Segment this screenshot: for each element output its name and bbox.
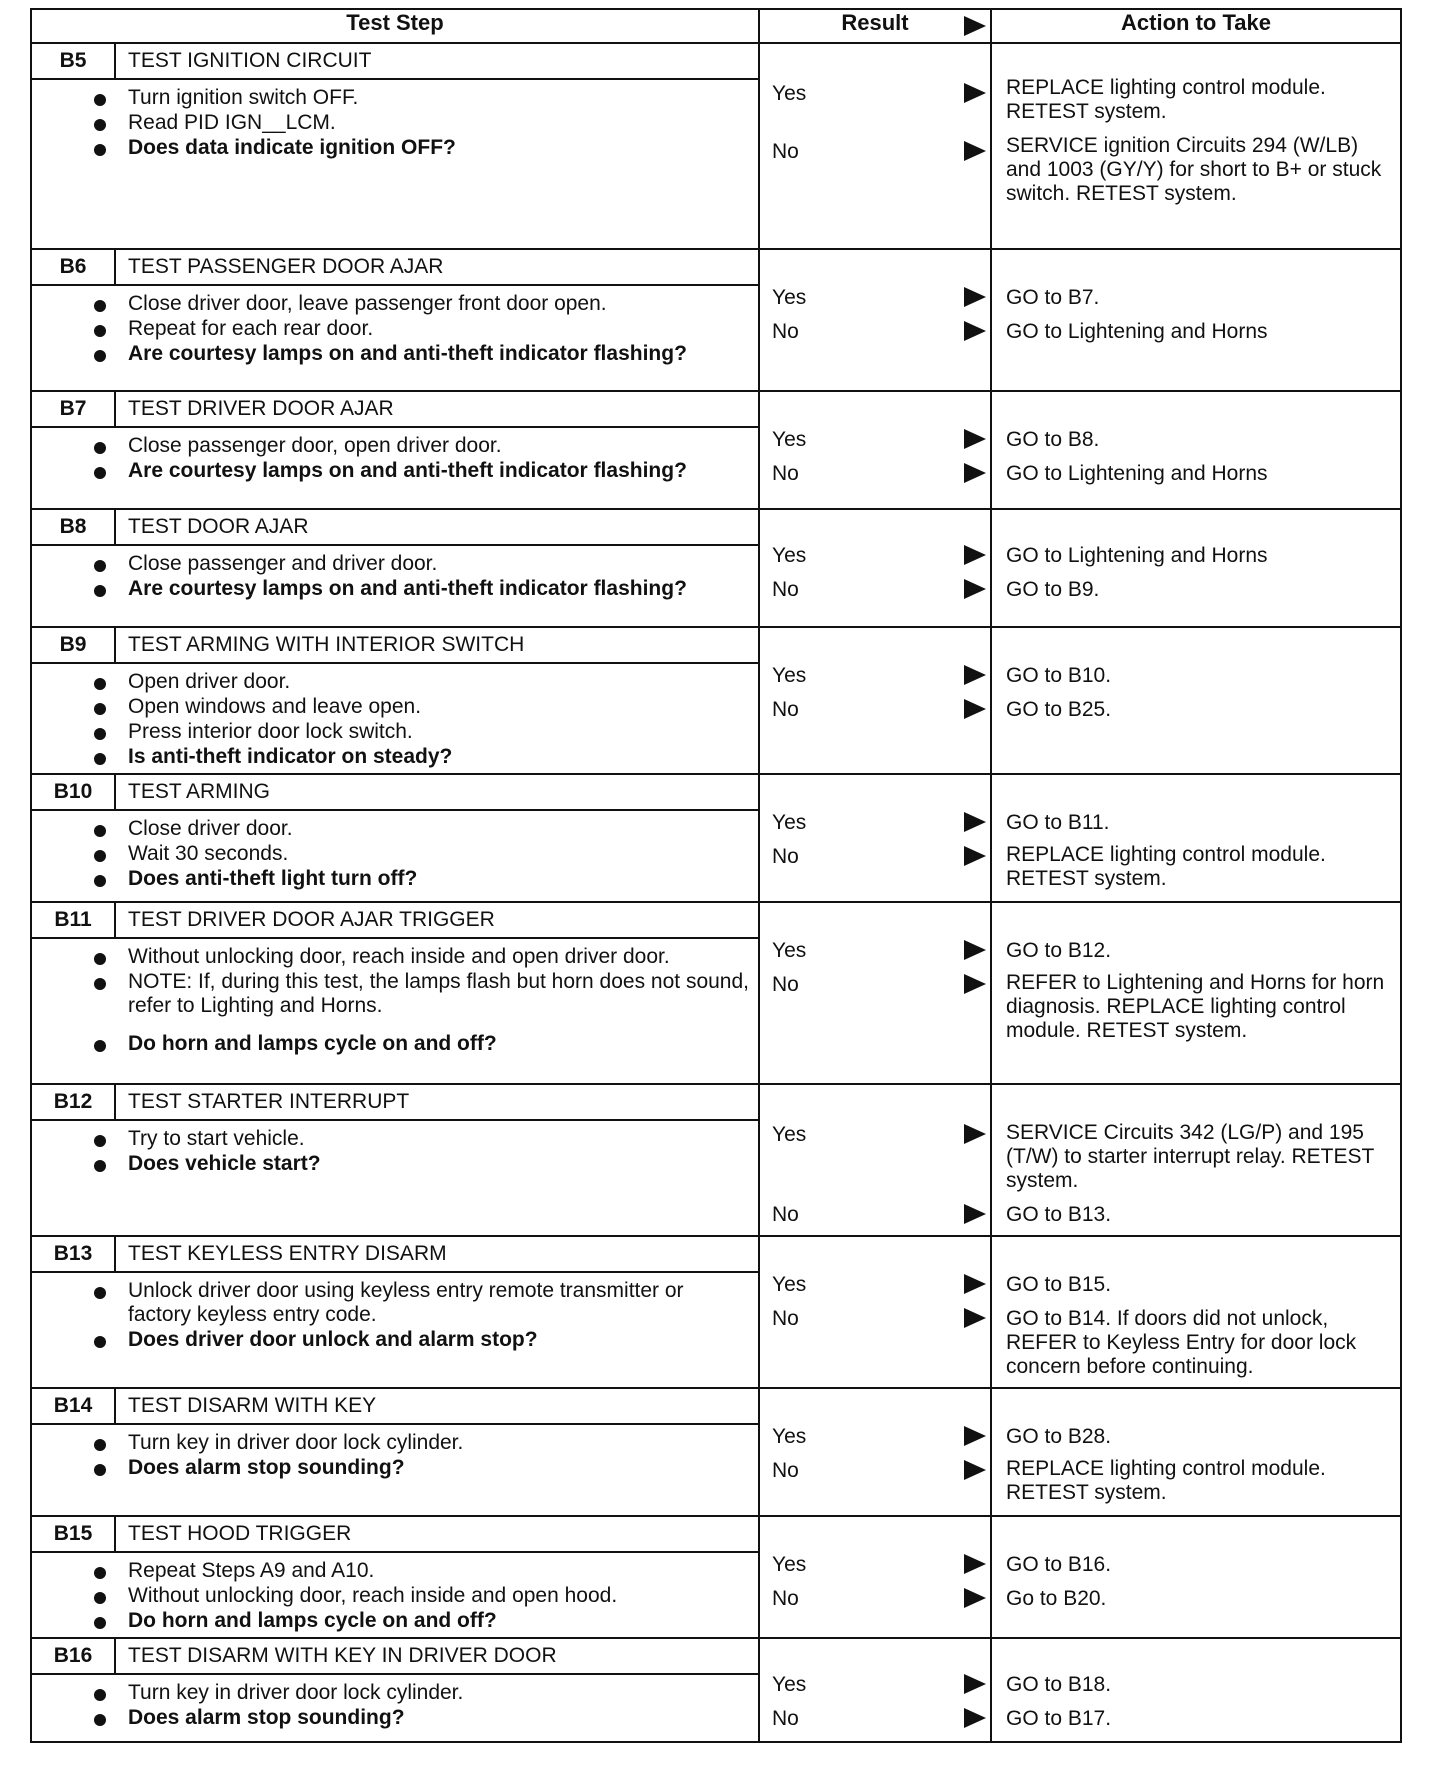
action-text: GO to B16. bbox=[1006, 1553, 1112, 1576]
bullet-text: Close passenger door, open driver door. bbox=[128, 434, 502, 457]
bullet-text: Close passenger and driver door. bbox=[128, 552, 438, 575]
bullet-text: Are courtesy lamps on and anti-theft indicator flashing? bbox=[128, 577, 687, 600]
arrow-right-icon bbox=[964, 1674, 986, 1694]
step-instruction bbox=[128, 1127, 758, 1151]
step-title: TEST DISARM WITH KEY bbox=[128, 1394, 377, 1417]
action-cell bbox=[991, 774, 1401, 902]
arrow-right-icon bbox=[964, 812, 986, 832]
arrow-right-icon bbox=[964, 429, 986, 449]
step-bullets bbox=[32, 945, 758, 1056]
test-step-row bbox=[31, 391, 1401, 509]
header-result bbox=[759, 9, 991, 43]
bullet-icon bbox=[94, 94, 106, 106]
bullet-icon bbox=[94, 825, 106, 837]
bullet-text: Turn ignition switch OFF. bbox=[128, 86, 359, 109]
bullet-text: Does data indicate ignition OFF? bbox=[128, 136, 456, 159]
bullet-text: Do horn and lamps cycle on and off? bbox=[128, 1032, 497, 1055]
result-cell bbox=[759, 1516, 991, 1638]
bullet-icon bbox=[94, 442, 106, 454]
arrow-right-icon bbox=[964, 83, 986, 103]
arrow-right-icon bbox=[964, 846, 986, 866]
bullet-icon bbox=[94, 144, 106, 156]
table-header-row bbox=[31, 9, 1401, 43]
step-id: B13 bbox=[32, 1237, 116, 1271]
step-instruction bbox=[128, 945, 758, 969]
action-cell bbox=[991, 1236, 1401, 1388]
bullet-text: Open windows and leave open. bbox=[128, 695, 422, 718]
step-instruction bbox=[128, 695, 758, 719]
step-header bbox=[32, 1389, 758, 1425]
step-instruction bbox=[128, 842, 758, 866]
bullet-icon bbox=[94, 1040, 106, 1052]
arrow-right-icon bbox=[964, 1204, 986, 1224]
bullet-icon bbox=[94, 1287, 106, 1299]
step-title: TEST DRIVER DOOR AJAR TRIGGER bbox=[128, 908, 495, 931]
header-action: Action to Take bbox=[991, 9, 1401, 43]
action-text: GO to B10. bbox=[1006, 664, 1112, 687]
step-question bbox=[128, 1032, 758, 1056]
arrow-right-icon bbox=[964, 321, 986, 341]
bullet-icon bbox=[94, 560, 106, 572]
action-cell bbox=[991, 1388, 1401, 1516]
step-instruction bbox=[128, 111, 758, 135]
bullet-icon bbox=[94, 1439, 106, 1451]
result-label: No bbox=[772, 845, 799, 868]
result-label: No bbox=[772, 578, 799, 601]
action-text: GO to B13. bbox=[1006, 1203, 1112, 1226]
bullet-text: Turn key in driver door lock cylinder. bbox=[128, 1431, 464, 1454]
step-instruction bbox=[128, 1681, 758, 1705]
bullet-text: Repeat for each rear door. bbox=[128, 317, 374, 340]
action-text: SERVICE Circuits 342 (LG/P) and 195 (T/W) to starter interrupt relay. RETEST system. bbox=[1006, 1121, 1374, 1192]
bullet-text: Does anti-theft light turn off? bbox=[128, 867, 418, 890]
result-label: No bbox=[772, 1587, 799, 1610]
bullet-icon bbox=[94, 1567, 106, 1579]
bullet-icon bbox=[94, 1464, 106, 1476]
step-cell bbox=[31, 1084, 759, 1236]
step-header bbox=[32, 1639, 758, 1675]
step-id: B14 bbox=[32, 1389, 116, 1423]
result-label: Yes bbox=[772, 82, 807, 105]
bullet-text: Repeat Steps A9 and A10. bbox=[128, 1559, 375, 1582]
action-text: REPLACE lighting control module. RETEST system. bbox=[1006, 76, 1326, 123]
result-cell bbox=[759, 391, 991, 509]
step-id: B8 bbox=[32, 510, 116, 544]
header-test-step: Test Step bbox=[31, 9, 759, 43]
diagnostic-sheet bbox=[30, 8, 1400, 1743]
bullet-icon bbox=[94, 1617, 106, 1629]
bullet-icon bbox=[94, 325, 106, 337]
step-cell bbox=[31, 1388, 759, 1516]
step-id: B10 bbox=[32, 775, 116, 809]
step-header bbox=[32, 775, 758, 811]
step-cell bbox=[31, 391, 759, 509]
bullet-text: Close driver door. bbox=[128, 817, 293, 840]
step-bullets bbox=[32, 670, 758, 769]
action-text: GO to Lightening and Horns bbox=[1006, 544, 1268, 567]
result-label: Yes bbox=[772, 286, 807, 309]
bullet-icon bbox=[94, 728, 106, 740]
result-label: Yes bbox=[772, 1553, 807, 1576]
step-id: B6 bbox=[32, 250, 116, 284]
result-label: Yes bbox=[772, 939, 807, 962]
step-cell bbox=[31, 1236, 759, 1388]
step-title: TEST ARMING WITH INTERIOR SWITCH bbox=[128, 633, 525, 656]
result-label: No bbox=[772, 1307, 799, 1330]
step-header bbox=[32, 250, 758, 286]
bullet-text: Without unlocking door, reach inside and open hood. bbox=[128, 1584, 618, 1607]
action-text: GO to B14. If doors did not unlock, REFER to Keyless Entry for door lock concern before continuing. bbox=[1006, 1307, 1357, 1378]
result-label: Yes bbox=[772, 1425, 807, 1448]
step-question bbox=[128, 1609, 758, 1633]
step-id: B9 bbox=[32, 628, 116, 662]
bullet-text: Wait 30 seconds. bbox=[128, 842, 289, 865]
test-step-row bbox=[31, 1516, 1401, 1638]
bullet-icon bbox=[94, 850, 106, 862]
result-label: Yes bbox=[772, 1673, 807, 1696]
step-id: B12 bbox=[32, 1085, 116, 1119]
test-step-row bbox=[31, 1084, 1401, 1236]
step-bullets bbox=[32, 1279, 758, 1352]
arrow-right-icon bbox=[964, 545, 986, 565]
step-cell bbox=[31, 43, 759, 249]
result-cell bbox=[759, 774, 991, 902]
test-step-row bbox=[31, 249, 1401, 391]
arrow-right-icon bbox=[964, 974, 986, 994]
bullet-icon bbox=[94, 753, 106, 765]
step-header bbox=[32, 392, 758, 428]
result-label: No bbox=[772, 1459, 799, 1482]
step-bullets bbox=[32, 1127, 758, 1176]
action-text: GO to B11. bbox=[1006, 811, 1110, 834]
arrow-right-icon bbox=[964, 1554, 986, 1574]
action-text: GO to B25. bbox=[1006, 698, 1112, 721]
arrow-right-icon bbox=[964, 940, 986, 960]
action-text: REPLACE lighting control module. RETEST system. bbox=[1006, 843, 1326, 890]
bullet-icon bbox=[94, 350, 106, 362]
bullet-text: Does alarm stop sounding? bbox=[128, 1456, 405, 1479]
step-bullets bbox=[32, 434, 758, 483]
step-instruction bbox=[128, 86, 758, 110]
steps-body bbox=[31, 43, 1401, 1742]
bullet-text: Are courtesy lamps on and anti-theft indicator flashing? bbox=[128, 342, 687, 365]
step-instruction bbox=[128, 292, 758, 316]
bullet-icon bbox=[94, 1714, 106, 1726]
action-text: GO to Lightening and Horns bbox=[1006, 462, 1268, 485]
action-cell bbox=[991, 509, 1401, 627]
result-label: Yes bbox=[772, 544, 807, 567]
step-header bbox=[32, 44, 758, 80]
bullet-text: Does alarm stop sounding? bbox=[128, 1706, 405, 1729]
test-step-row bbox=[31, 1638, 1401, 1742]
step-header bbox=[32, 1085, 758, 1121]
step-header bbox=[32, 510, 758, 546]
result-label: No bbox=[772, 1707, 799, 1730]
result-label: Yes bbox=[772, 1123, 807, 1146]
step-question bbox=[128, 1456, 758, 1480]
result-cell bbox=[759, 1388, 991, 1516]
action-text: GO to B28. bbox=[1006, 1425, 1112, 1448]
arrow-right-icon bbox=[964, 1124, 986, 1144]
action-cell bbox=[991, 1638, 1401, 1742]
step-cell bbox=[31, 627, 759, 774]
step-header bbox=[32, 903, 758, 939]
bullet-icon bbox=[94, 1592, 106, 1604]
arrow-right-icon bbox=[964, 699, 986, 719]
action-text: REPLACE lighting control module. RETEST system. bbox=[1006, 1457, 1326, 1504]
action-text: GO to B8. bbox=[1006, 428, 1100, 451]
test-step-row bbox=[31, 43, 1401, 249]
step-title: TEST DRIVER DOOR AJAR bbox=[128, 397, 394, 420]
bullet-icon bbox=[94, 1135, 106, 1147]
step-id: B15 bbox=[32, 1517, 116, 1551]
action-text: GO to B18. bbox=[1006, 1673, 1112, 1696]
arrow-right-icon bbox=[964, 287, 986, 307]
bullet-text: Read PID IGN__LCM. bbox=[128, 111, 336, 134]
bullet-text: Turn key in driver door lock cylinder. bbox=[128, 1681, 464, 1704]
action-text: GO to B7. bbox=[1006, 286, 1100, 309]
action-text: SERVICE ignition Circuits 294 (W/LB) and 1003 (GY/Y) for short to B+ or stuck switch. RETEST system. bbox=[1006, 134, 1382, 205]
test-step-row bbox=[31, 627, 1401, 774]
action-cell bbox=[991, 249, 1401, 391]
arrow-right-icon bbox=[964, 141, 986, 161]
arrow-right-icon bbox=[964, 16, 986, 36]
step-title: TEST DISARM WITH KEY IN DRIVER DOOR bbox=[128, 1644, 557, 1667]
action-cell bbox=[991, 902, 1401, 1084]
arrow-right-icon bbox=[964, 1274, 986, 1294]
step-title: TEST HOOD TRIGGER bbox=[128, 1522, 352, 1545]
action-cell bbox=[991, 1084, 1401, 1236]
step-question bbox=[128, 1152, 758, 1176]
step-question bbox=[128, 867, 758, 891]
bullet-icon bbox=[94, 678, 106, 690]
step-header bbox=[32, 628, 758, 664]
step-title: TEST PASSENGER DOOR AJAR bbox=[128, 255, 444, 278]
result-label: Yes bbox=[772, 1273, 807, 1296]
arrow-right-icon bbox=[964, 1426, 986, 1446]
result-cell bbox=[759, 1236, 991, 1388]
step-instruction bbox=[128, 970, 758, 1018]
step-id: B7 bbox=[32, 392, 116, 426]
step-title: TEST DOOR AJAR bbox=[128, 515, 309, 538]
bullet-icon bbox=[94, 953, 106, 965]
bullet-text: Are courtesy lamps on and anti-theft indicator flashing? bbox=[128, 459, 687, 482]
step-question bbox=[128, 577, 758, 601]
step-title: TEST ARMING bbox=[128, 780, 270, 803]
step-instruction bbox=[128, 817, 758, 841]
step-instruction bbox=[128, 434, 758, 458]
result-cell bbox=[759, 1084, 991, 1236]
bullet-text: Try to start vehicle. bbox=[128, 1127, 305, 1150]
step-question bbox=[128, 459, 758, 483]
step-question bbox=[128, 342, 758, 366]
test-step-row bbox=[31, 774, 1401, 902]
bullet-icon bbox=[94, 703, 106, 715]
step-instruction bbox=[128, 552, 758, 576]
step-bullets bbox=[32, 1431, 758, 1480]
bullet-text: Without unlocking door, reach inside and open driver door. bbox=[128, 945, 670, 968]
bullet-icon bbox=[94, 467, 106, 479]
result-cell bbox=[759, 902, 991, 1084]
step-bullets bbox=[32, 1559, 758, 1633]
step-cell bbox=[31, 509, 759, 627]
step-cell bbox=[31, 902, 759, 1084]
step-bullets bbox=[32, 292, 758, 366]
action-cell bbox=[991, 1516, 1401, 1638]
step-instruction bbox=[128, 1431, 758, 1455]
step-header bbox=[32, 1237, 758, 1273]
result-label: No bbox=[772, 140, 799, 163]
result-cell bbox=[759, 627, 991, 774]
action-text: GO to B15. bbox=[1006, 1273, 1112, 1296]
step-bullets bbox=[32, 1681, 758, 1730]
result-label: No bbox=[772, 1203, 799, 1226]
test-step-row bbox=[31, 1236, 1401, 1388]
bullet-icon bbox=[94, 585, 106, 597]
step-cell bbox=[31, 1638, 759, 1742]
arrow-right-icon bbox=[964, 1708, 986, 1728]
step-instruction bbox=[128, 670, 758, 694]
step-instruction bbox=[128, 1279, 758, 1327]
result-label: Yes bbox=[772, 428, 807, 451]
bullet-text: Close driver door, leave passenger front door open. bbox=[128, 292, 607, 315]
bullet-text: Do horn and lamps cycle on and off? bbox=[128, 1609, 497, 1632]
arrow-right-icon bbox=[964, 463, 986, 483]
step-question bbox=[128, 1328, 758, 1352]
bullet-text: NOTE: If, during this test, the lamps flash but horn does not sound, refer to Lighting and Horns. bbox=[128, 970, 749, 1017]
header-result-label: Result bbox=[841, 10, 909, 35]
arrow-right-icon bbox=[964, 1588, 986, 1608]
result-label: Yes bbox=[772, 664, 807, 687]
action-text: REFER to Lightening and Horns for horn diagnosis. REPLACE lighting control module. RETEST system. bbox=[1006, 971, 1385, 1042]
step-instruction bbox=[128, 317, 758, 341]
step-question bbox=[128, 136, 758, 160]
test-step-row bbox=[31, 902, 1401, 1084]
arrow-right-icon bbox=[964, 579, 986, 599]
pinpoint-test-table bbox=[30, 8, 1402, 1743]
action-text: GO to Lightening and Horns bbox=[1006, 320, 1268, 343]
test-step-row bbox=[31, 1388, 1401, 1516]
result-cell bbox=[759, 249, 991, 391]
action-cell bbox=[991, 391, 1401, 509]
action-text: GO to B17. bbox=[1006, 1707, 1112, 1730]
step-cell bbox=[31, 249, 759, 391]
action-text: GO to B12. bbox=[1006, 939, 1112, 962]
bullet-text: Does driver door unlock and alarm stop? bbox=[128, 1328, 538, 1351]
action-cell bbox=[991, 43, 1401, 249]
test-step-row bbox=[31, 509, 1401, 627]
step-title: TEST IGNITION CIRCUIT bbox=[128, 49, 372, 72]
bullet-icon bbox=[94, 1160, 106, 1172]
step-title: TEST KEYLESS ENTRY DISARM bbox=[128, 1242, 447, 1265]
step-id: B11 bbox=[32, 903, 116, 937]
action-text: Go to B20. bbox=[1006, 1587, 1107, 1610]
step-title: TEST STARTER INTERRUPT bbox=[128, 1090, 410, 1113]
bullet-icon bbox=[94, 1336, 106, 1348]
arrow-right-icon bbox=[964, 1308, 986, 1328]
result-label: No bbox=[772, 320, 799, 343]
step-question bbox=[128, 745, 758, 769]
step-bullets bbox=[32, 817, 758, 891]
bullet-icon bbox=[94, 1689, 106, 1701]
bullet-text: Is anti-theft indicator on steady? bbox=[128, 745, 453, 768]
step-header bbox=[32, 1517, 758, 1553]
step-id: B16 bbox=[32, 1639, 116, 1673]
step-cell bbox=[31, 774, 759, 902]
action-text: GO to B9. bbox=[1006, 578, 1100, 601]
step-id: B5 bbox=[32, 44, 116, 78]
action-cell bbox=[991, 627, 1401, 774]
arrow-right-icon bbox=[964, 665, 986, 685]
step-question bbox=[128, 1706, 758, 1730]
step-instruction bbox=[128, 1584, 758, 1608]
result-cell bbox=[759, 1638, 991, 1742]
bullet-icon bbox=[94, 119, 106, 131]
step-bullets bbox=[32, 552, 758, 601]
bullet-text: Unlock driver door using keyless entry remote transmitter or factory keyless entry code. bbox=[128, 1279, 684, 1326]
step-instruction bbox=[128, 720, 758, 744]
bullet-text: Does vehicle start? bbox=[128, 1152, 321, 1175]
bullet-text: Press interior door lock switch. bbox=[128, 720, 413, 743]
arrow-right-icon bbox=[964, 1460, 986, 1480]
bullet-icon bbox=[94, 300, 106, 312]
bullet-icon bbox=[94, 875, 106, 887]
step-instruction bbox=[128, 1559, 758, 1583]
result-label: Yes bbox=[772, 811, 807, 834]
result-cell bbox=[759, 509, 991, 627]
result-label: No bbox=[772, 973, 799, 996]
step-cell bbox=[31, 1516, 759, 1638]
result-label: No bbox=[772, 462, 799, 485]
bullet-icon bbox=[94, 978, 106, 990]
result-label: No bbox=[772, 698, 799, 721]
step-bullets bbox=[32, 86, 758, 160]
bullet-text: Open driver door. bbox=[128, 670, 291, 693]
result-cell bbox=[759, 43, 991, 249]
